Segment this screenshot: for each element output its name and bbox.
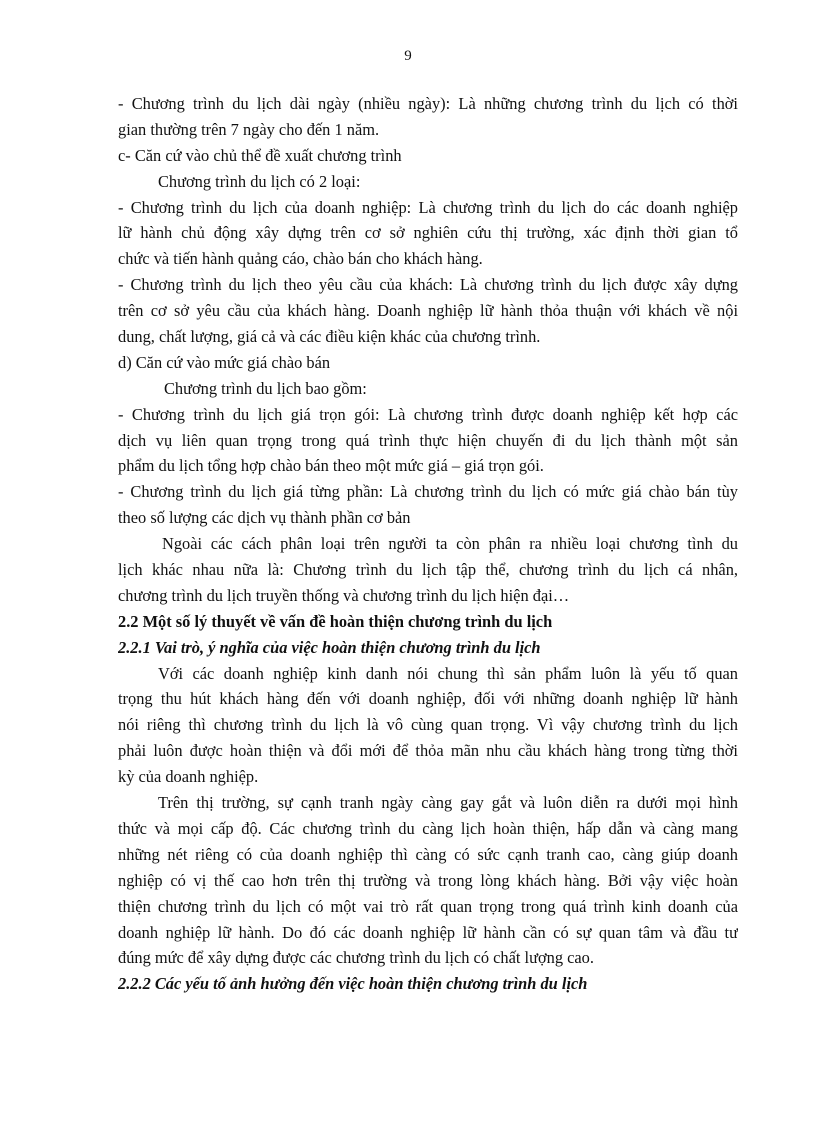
paragraph-line: Chương trình du lịch bao gồm:: [164, 378, 367, 398]
paragraph-line: thiện chương trình du lịch có một vai trò rất quan trọng trong quá trình kinh doanh của: [118, 896, 738, 916]
paragraph-line: trọng thu hút khách hàng đến với doanh nghiệp, đối với những doanh nghiệp lữ hành: [118, 689, 738, 709]
paragraph-line: phải luôn được hoàn thiện và đổi mới để thỏa mãn nhu cầu khách hàng trong từng thời: [118, 741, 738, 761]
paragraph-line: dung, chất lượng, giá cả và các điều kiện khác của chương trình.: [118, 327, 541, 347]
paragraph-line: Trên thị trường, sự cạnh tranh ngày càng gay gắt và luôn diễn ra dưới mọi hình: [158, 793, 738, 813]
paragraph-line: lữ hành chủ động xây dựng trên cơ sở nghiên cứu thị trường, xác định thời gian tổ: [118, 223, 738, 243]
paragraph-line: c- Căn cứ vào chủ thể đề xuất chương trình: [118, 145, 402, 165]
paragraph-line: kỳ của doanh nghiệp.: [118, 767, 259, 787]
page-number: 9: [404, 48, 412, 64]
paragraph-line: - Chương trình du lịch giá từng phần: Là chương trình du lịch có mức giá chào bán tùy: [118, 482, 738, 502]
paragraph-line: nghiệp có vị thế cao hơn trên thị trường và trong lòng khách hàng. Bởi vậy việc hoàn: [118, 870, 738, 890]
paragraph-line: Với các doanh nghiệp kinh danh nói chung thì sản phẩm luôn là yếu tố quan: [158, 663, 738, 683]
paragraph-line: chương trình du lịch truyền thống và chương trình du lịch hiện đại…: [118, 585, 570, 605]
paragraph-line: doanh nghiệp lữ hành. Do đó các doanh nghiệp lữ hành cần có sự quan tâm và đầu tư: [118, 922, 738, 942]
paragraph-line: chức và tiến hành quảng cáo, chào bán cho khách hàng.: [118, 249, 483, 269]
paragraph-line: - Chương trình du lịch giá trọn gói: Là chương trình được doanh nghiệp kết hợp các: [118, 404, 738, 424]
paragraph-line: Chương trình du lịch có 2 loại:: [158, 171, 361, 191]
paragraph-line: phẩm du lịch tổng hợp chào bán theo một mức giá – giá trọn gói.: [118, 456, 544, 476]
paragraph-line: - Chương trình du lịch theo yêu cầu của khách: Là chương trình du lịch được xây dựng: [118, 275, 738, 295]
paragraph-line: trên cơ sở yêu cầu của khách hàng. Doanh nghiệp lữ hành thỏa thuận với khách về nội: [118, 301, 738, 321]
document-body: [118, 91, 738, 997]
paragraph-line: lịch khác nhau nữa là: Chương trình du lịch tập thể, chương trình du lịch cá nhân,: [118, 560, 738, 580]
paragraph-line: - Chương trình du lịch của doanh nghiệp: Là chương trình du lịch do các doanh nghiệp: [118, 197, 738, 217]
section-heading: 2.2 Một số lý thuyết về vấn đề hoàn thiện chương trình du lịch: [118, 611, 553, 631]
paragraph-line: nói riêng thì chương trình du lịch là vô cùng quan trọng. Vì vậy chương trình du lịch: [118, 715, 738, 735]
paragraph-line: đúng mức để xây dựng được các chương trình du lịch có chất lượng cao.: [118, 948, 594, 968]
paragraph-line: thức và mọi cấp độ. Các chương trình du càng lịch hoàn thiện, hấp dẫn và càng mang: [118, 818, 738, 838]
paragraph-line: - Chương trình du lịch dài ngày (nhiều ngày): Là những chương trình du lịch có thời: [118, 94, 738, 113]
paragraph-line: dịch vụ liên quan trọng trong quá trình thực hiện chuyến đi du lịch thành một sản: [118, 430, 738, 450]
paragraph-line: gian thường trên 7 ngày cho đến 1 năm.: [118, 119, 380, 139]
paragraph-line: Ngoài các cách phân loại trên người ta còn phân ra nhiều loại chương tình du: [162, 534, 738, 554]
subsection-heading: 2.2.1 Vai trò, ý nghĩa của việc hoàn thiện chương trình du lịch: [118, 637, 541, 657]
paragraph-line: những nét riêng có của doanh nghiệp thì càng có sức cạnh tranh cao, càng giúp doanh: [118, 844, 738, 864]
subsection-heading: 2.2.2 Các yếu tố ảnh hưởng đến việc hoàn thiện chương trình du lịch: [118, 974, 588, 994]
paragraph-line: d) Căn cứ vào mức giá chào bán: [118, 352, 331, 372]
paragraph-line: theo số lượng các dịch vụ thành phần cơ bản: [118, 508, 411, 528]
